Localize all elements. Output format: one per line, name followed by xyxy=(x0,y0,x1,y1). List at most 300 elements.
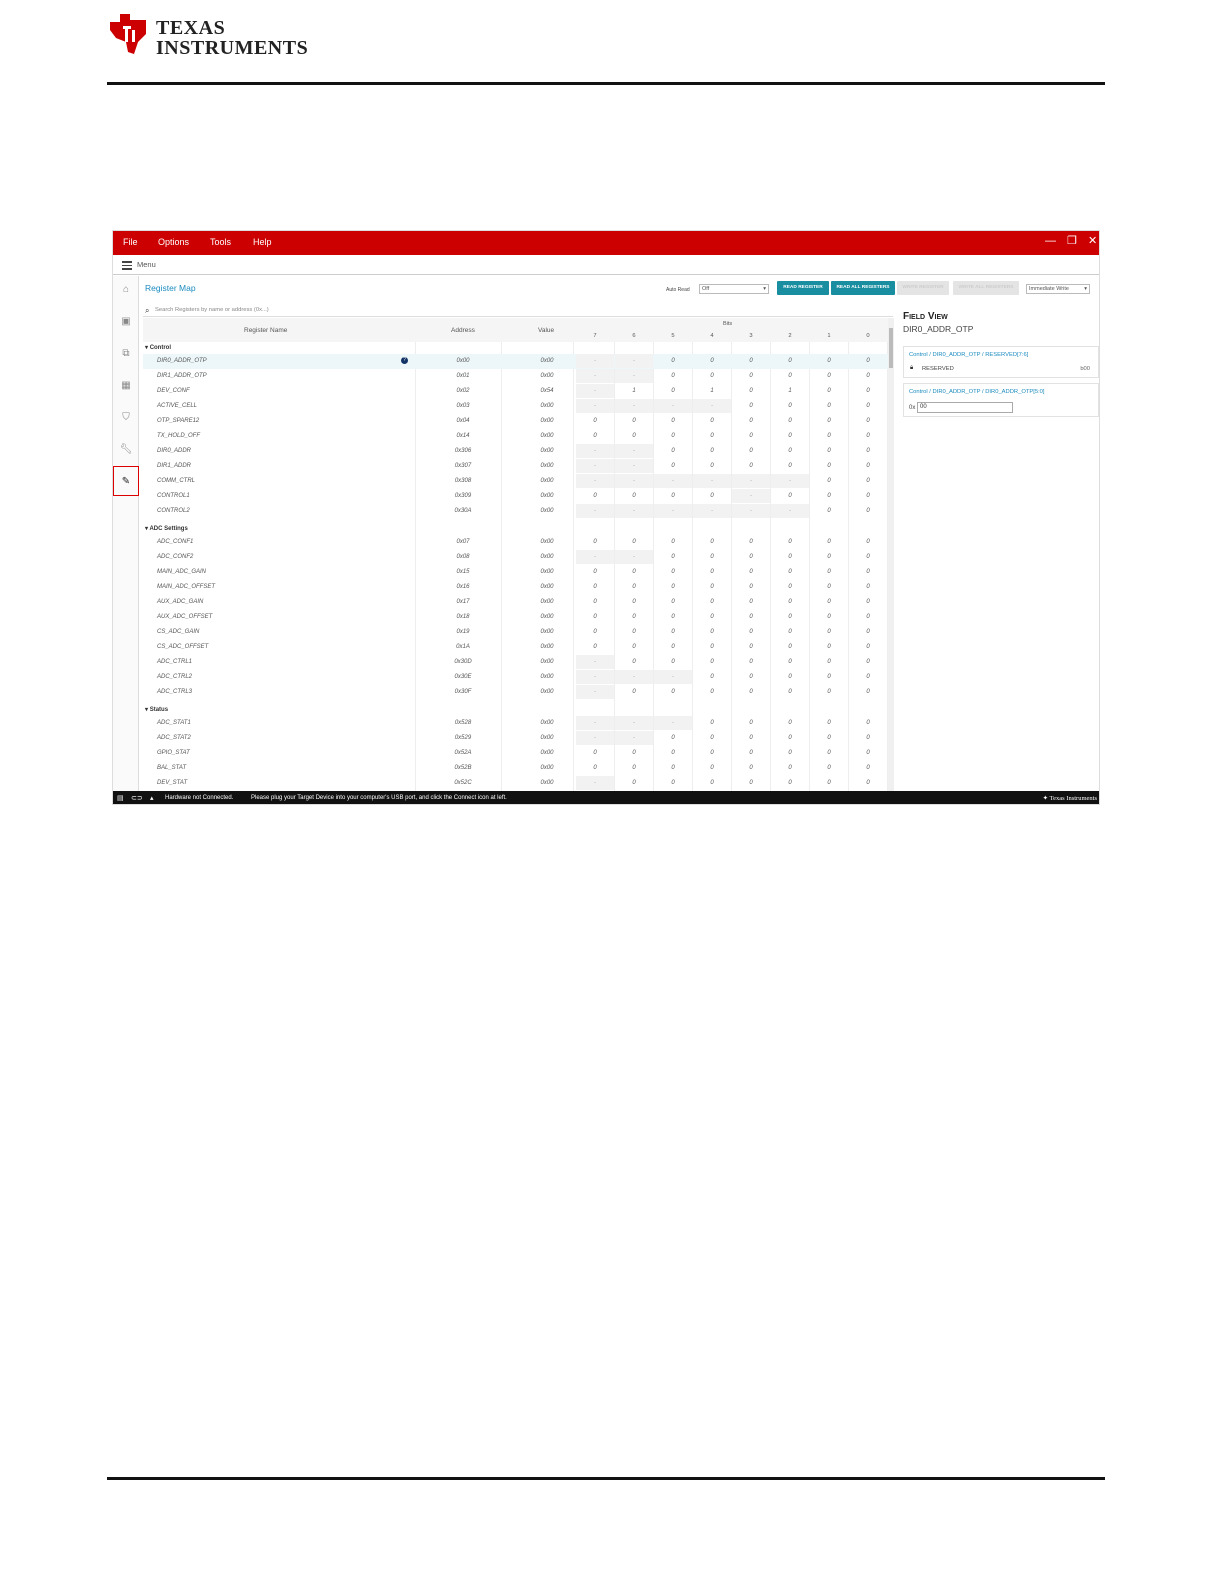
register-value[interactable]: 0x00 xyxy=(540,463,554,469)
bit-cell[interactable]: 0 xyxy=(632,584,636,590)
register-value[interactable]: 0x00 xyxy=(540,569,554,575)
bit-cell[interactable]: 0 xyxy=(827,403,831,409)
register-row[interactable] xyxy=(143,761,888,776)
register-name: DIR1_ADDR xyxy=(157,463,192,469)
register-row[interactable] xyxy=(143,580,888,595)
bit-cell[interactable]: 1 xyxy=(710,388,714,394)
register-name: GPIO_STAT xyxy=(157,750,190,756)
bit-cell[interactable]: 0 xyxy=(749,720,753,726)
write-all-registers-button[interactable]: WRITE ALL REGISTERS xyxy=(953,281,1019,295)
register-value[interactable]: 0x00 xyxy=(540,614,554,620)
bit-cell[interactable]: 0 xyxy=(710,448,714,454)
chip-icon[interactable]: ▦ xyxy=(121,379,131,391)
register-name: MAIN_ADC_GAIN xyxy=(157,569,207,575)
bit-cell[interactable]: 0 xyxy=(632,765,636,771)
register-value[interactable]: 0x00 xyxy=(540,720,554,726)
bit-cell[interactable]: 0 xyxy=(593,569,597,575)
bit-cell[interactable]: 0 xyxy=(671,599,675,605)
register-row[interactable] xyxy=(143,429,888,444)
bit-cell[interactable]: 0 xyxy=(827,539,831,545)
bit-cell[interactable]: 0 xyxy=(632,418,636,424)
register-name: DIR0_ADDR xyxy=(157,448,192,454)
bit-cell[interactable]: 0 xyxy=(710,780,714,786)
bit-cell[interactable]: 0 xyxy=(710,418,714,424)
bit-cell[interactable]: 0 xyxy=(827,418,831,424)
register-address: 0x01 xyxy=(456,373,470,379)
field-value-input[interactable]: 00 xyxy=(917,402,1013,413)
register-value[interactable]: 0x00 xyxy=(540,403,554,409)
page-title: Register Map xyxy=(145,283,196,293)
bit-cell[interactable]: 0 xyxy=(866,373,870,379)
grid-header xyxy=(143,318,888,342)
bit-cell[interactable]: 0 xyxy=(632,433,636,439)
bit-cell[interactable]: 0 xyxy=(749,659,753,665)
bit-cell[interactable]: 0 xyxy=(866,689,870,695)
bit-cell[interactable]: 0 xyxy=(749,433,753,439)
shield-icon[interactable]: ⛉ xyxy=(122,411,130,423)
bit-cell[interactable]: 0 xyxy=(749,403,753,409)
register-value[interactable]: 0x00 xyxy=(540,644,554,650)
bit-cell[interactable]: 0 xyxy=(788,614,792,620)
bit-cell[interactable]: 0 xyxy=(749,629,753,635)
search-input[interactable]: Search Registers by name or address (0x...) xyxy=(155,307,269,313)
bit-cell[interactable]: 0 xyxy=(710,735,714,741)
bit-cell[interactable]: 0 xyxy=(788,780,792,786)
bit-cell[interactable]: 0 xyxy=(671,388,675,394)
write-register-button[interactable]: WRITE REGISTER xyxy=(897,281,949,295)
bit-cell[interactable]: 0 xyxy=(827,614,831,620)
bit-cell[interactable]: 0 xyxy=(749,614,753,620)
register-row[interactable] xyxy=(143,550,888,565)
bit-cell[interactable]: 0 xyxy=(710,373,714,379)
bit-cell[interactable]: 0 xyxy=(671,750,675,756)
bit-cell[interactable]: 0 xyxy=(827,780,831,786)
read-all-registers-button[interactable]: READ ALL REGISTERS xyxy=(831,281,895,295)
register-row[interactable] xyxy=(143,535,888,550)
register-value[interactable]: 0x00 xyxy=(540,433,554,439)
bit-cell[interactable]: 0 xyxy=(671,569,675,575)
auto-read-select[interactable]: Off ▾ xyxy=(699,284,769,294)
bit-cell: - xyxy=(615,504,653,518)
register-row[interactable] xyxy=(143,504,888,519)
register-value[interactable]: 0x00 xyxy=(540,418,554,424)
bit-cell: - xyxy=(771,474,809,488)
ti-brand: ✦ Texas Instruments xyxy=(1042,795,1097,802)
bit-cell[interactable]: 0 xyxy=(671,659,675,665)
search-bar[interactable] xyxy=(143,304,893,317)
bit-cell[interactable]: 0 xyxy=(827,388,831,394)
bit-cell[interactable]: 0 xyxy=(671,735,675,741)
bit-cell[interactable]: 0 xyxy=(632,659,636,665)
vertical-scrollbar[interactable] xyxy=(888,318,894,791)
menu-tools[interactable]: Tools xyxy=(210,237,232,247)
bit-cell[interactable]: 0 xyxy=(788,750,792,756)
bit-cell: - xyxy=(576,504,614,518)
bit-cell[interactable]: 0 xyxy=(788,720,792,726)
bit-cell[interactable]: 0 xyxy=(866,418,870,424)
bit-cell[interactable]: 0 xyxy=(827,659,831,665)
bit-cell[interactable]: 0 xyxy=(827,689,831,695)
register-value[interactable]: 0x00 xyxy=(540,373,554,379)
bit-cell[interactable]: 0 xyxy=(749,674,753,680)
bit-cell[interactable]: 0 xyxy=(866,478,870,484)
menu-help[interactable]: Help xyxy=(253,237,272,247)
bit-cell[interactable]: 0 xyxy=(593,629,597,635)
bit-cell[interactable]: 1 xyxy=(788,388,792,394)
register-row[interactable] xyxy=(143,384,888,399)
bit-cell[interactable]: 0 xyxy=(788,644,792,650)
register-address: 0x02 xyxy=(456,388,470,394)
register-group-header[interactable]: ▾ Control xyxy=(145,345,172,351)
bit-cell[interactable]: 0 xyxy=(866,433,870,439)
bit-cell[interactable]: 0 xyxy=(632,629,636,635)
register-value[interactable]: 0x00 xyxy=(540,629,554,635)
bit-cell[interactable]: 0 xyxy=(710,614,714,620)
bit-cell[interactable]: 0 xyxy=(749,388,753,394)
bit-cell[interactable]: 0 xyxy=(749,599,753,605)
bit-cell[interactable]: 0 xyxy=(632,599,636,605)
bit-cell[interactable]: 0 xyxy=(788,539,792,545)
bit-cell[interactable]: 0 xyxy=(866,448,870,454)
bit-cell[interactable]: 0 xyxy=(671,463,675,469)
search-icon: ⌕ xyxy=(145,306,150,315)
bit-cell[interactable]: 0 xyxy=(827,478,831,484)
read-register-button[interactable]: READ REGISTER xyxy=(777,281,829,295)
bit-cell[interactable]: 0 xyxy=(710,750,714,756)
bit-cell[interactable]: 0 xyxy=(749,750,753,756)
col-address: Address xyxy=(451,327,475,334)
bit-cell[interactable]: 0 xyxy=(866,750,870,756)
bit-cell[interactable]: 0 xyxy=(632,539,636,545)
bit-cell[interactable]: 0 xyxy=(632,750,636,756)
bit-cell[interactable]: 0 xyxy=(749,780,753,786)
register-row[interactable] xyxy=(143,746,888,761)
bit-cell[interactable]: 0 xyxy=(788,554,792,560)
bit-cell[interactable]: 0 xyxy=(710,584,714,590)
bit-cell[interactable]: 0 xyxy=(788,403,792,409)
status-message: Hardware not Connected. xyxy=(165,795,234,801)
register-value[interactable]: 0x00 xyxy=(540,584,554,590)
register-row[interactable] xyxy=(143,489,888,504)
bit-cell[interactable]: 0 xyxy=(866,508,870,514)
bit-cell[interactable]: 0 xyxy=(827,508,831,514)
bit-cell[interactable]: 0 xyxy=(593,614,597,620)
bit-cell[interactable]: 0 xyxy=(788,448,792,454)
bit-cell[interactable]: 0 xyxy=(593,539,597,545)
bit-cell[interactable]: 0 xyxy=(866,614,870,620)
bit-cell: - xyxy=(693,474,731,488)
bit-cell[interactable]: 0 xyxy=(710,433,714,439)
register-value[interactable]: 0x00 xyxy=(540,554,554,560)
bit-cell[interactable]: 0 xyxy=(827,765,831,771)
bit-cell[interactable]: 0 xyxy=(749,539,753,545)
bit-cell[interactable]: 0 xyxy=(671,418,675,424)
bit-cell[interactable]: 0 xyxy=(788,659,792,665)
bit-cell[interactable]: 0 xyxy=(788,629,792,635)
bit-cell[interactable]: 0 xyxy=(710,659,714,665)
register-value[interactable]: 0x00 xyxy=(540,689,554,695)
bit-cell[interactable]: 0 xyxy=(749,584,753,590)
register-value[interactable]: 0x00 xyxy=(540,358,554,364)
bit-cell[interactable]: 0 xyxy=(632,614,636,620)
bit-cell[interactable]: 0 xyxy=(866,584,870,590)
bit-cell[interactable]: 0 xyxy=(866,765,870,771)
bit-cell[interactable]: 0 xyxy=(827,569,831,575)
register-map-panel xyxy=(143,276,895,791)
bit-cell[interactable]: 0 xyxy=(866,659,870,665)
register-value[interactable]: 0x00 xyxy=(540,659,554,665)
register-value[interactable]: 0x00 xyxy=(540,478,554,484)
register-row[interactable] xyxy=(143,685,888,700)
home-icon[interactable]: ⌂ xyxy=(122,283,130,295)
bit-cell[interactable]: 0 xyxy=(788,765,792,771)
bit-cell[interactable]: 0 xyxy=(593,433,597,439)
bit-cell[interactable]: 0 xyxy=(827,674,831,680)
chevron-up-icon[interactable]: ▴ xyxy=(150,795,154,802)
bit-cell[interactable]: 0 xyxy=(632,569,636,575)
bit-cell[interactable]: 0 xyxy=(866,780,870,786)
bit-cell[interactable]: 0 xyxy=(866,644,870,650)
register-row[interactable] xyxy=(143,776,888,791)
register-row[interactable] xyxy=(143,399,888,414)
bit-cell[interactable]: 0 xyxy=(749,373,753,379)
bit-cell[interactable]: 0 xyxy=(710,554,714,560)
bit-cell[interactable]: 0 xyxy=(788,584,792,590)
bit-cell[interactable]: 0 xyxy=(593,418,597,424)
menu-file[interactable]: File xyxy=(123,237,138,247)
bit-cell: - xyxy=(654,716,692,730)
bit-cell[interactable]: 0 xyxy=(827,584,831,590)
bit-cell[interactable]: 0 xyxy=(710,358,714,364)
bit-cell[interactable]: 0 xyxy=(788,418,792,424)
pencil-icon[interactable]: ✎ xyxy=(113,466,139,496)
bit-cell[interactable]: 0 xyxy=(671,780,675,786)
bit-cell: - xyxy=(576,459,614,473)
bit-cell[interactable]: 0 xyxy=(593,644,597,650)
bit-cell[interactable]: 0 xyxy=(671,689,675,695)
bit-cell[interactable]: 0 xyxy=(827,358,831,364)
register-value[interactable]: 0x00 xyxy=(540,508,554,514)
connect-icon[interactable]: ⊂⊃ xyxy=(131,795,143,802)
register-address: 0x08 xyxy=(456,554,470,560)
bit-cell[interactable]: 0 xyxy=(866,569,870,575)
bit-cell[interactable]: 0 xyxy=(827,373,831,379)
bit-cell[interactable]: 1 xyxy=(632,388,636,394)
register-value[interactable]: 0x00 xyxy=(540,780,554,786)
bit-cell[interactable]: 0 xyxy=(827,554,831,560)
register-value[interactable]: 0x00 xyxy=(540,599,554,605)
bit-cell[interactable]: 0 xyxy=(632,780,636,786)
bit-cell[interactable]: 0 xyxy=(710,569,714,575)
register-row[interactable] xyxy=(143,731,888,746)
register-row[interactable] xyxy=(143,670,888,685)
bit-cell[interactable]: 0 xyxy=(827,720,831,726)
bit-cell[interactable]: 0 xyxy=(710,629,714,635)
register-group-header[interactable]: ▾ Status xyxy=(145,707,169,713)
bit-cell[interactable]: 0 xyxy=(866,599,870,605)
bit-cell[interactable]: 0 xyxy=(671,765,675,771)
bit-cell[interactable]: 0 xyxy=(749,644,753,650)
bit-cell[interactable]: 0 xyxy=(827,448,831,454)
bit-cell: - xyxy=(615,444,653,458)
register-row[interactable] xyxy=(143,610,888,625)
bit-cell[interactable]: 0 xyxy=(671,373,675,379)
register-address: 0x528 xyxy=(454,720,472,726)
menu-label[interactable]: Menu xyxy=(137,260,156,269)
bit-cell[interactable]: 0 xyxy=(710,463,714,469)
wrench-icon[interactable]: 🔧︎ xyxy=(119,443,133,455)
register-value[interactable]: 0x00 xyxy=(540,735,554,741)
bit-cell[interactable]: 0 xyxy=(788,599,792,605)
bit-cell[interactable]: 0 xyxy=(866,403,870,409)
register-value[interactable]: 0x00 xyxy=(540,493,554,499)
register-row[interactable] xyxy=(143,655,888,670)
bit-cell[interactable]: 0 xyxy=(788,689,792,695)
register-row[interactable] xyxy=(143,640,888,655)
bit-cell[interactable]: 0 xyxy=(749,735,753,741)
menu-options[interactable]: Options xyxy=(158,237,190,247)
bit-cell[interactable]: 0 xyxy=(710,720,714,726)
bit-cell[interactable]: 0 xyxy=(749,358,753,364)
bit-cell: - xyxy=(615,369,653,383)
bit-cell[interactable]: 0 xyxy=(866,493,870,499)
bit-cell[interactable]: 0 xyxy=(710,539,714,545)
bit-cell[interactable]: 0 xyxy=(866,629,870,635)
bit-cell[interactable]: 0 xyxy=(593,599,597,605)
bit-cell: - xyxy=(576,444,614,458)
bit-cell[interactable]: 0 xyxy=(671,493,675,499)
bit-cell[interactable]: 0 xyxy=(749,448,753,454)
register-address: 0x14 xyxy=(456,433,470,439)
bit-cell[interactable]: 0 xyxy=(788,674,792,680)
bit-cell[interactable]: 0 xyxy=(788,493,792,499)
bit-cell[interactable]: 0 xyxy=(710,689,714,695)
bit-cell[interactable]: 0 xyxy=(788,735,792,741)
bit-cell[interactable]: 0 xyxy=(671,358,675,364)
bit-cell[interactable]: 0 xyxy=(866,539,870,545)
bit-cell[interactable]: 0 xyxy=(866,463,870,469)
register-name: DEV_CONF xyxy=(157,388,190,394)
bit-cell[interactable]: 0 xyxy=(710,644,714,650)
bit-cell[interactable]: 0 xyxy=(671,539,675,545)
register-name: ADC_STAT2 xyxy=(157,735,191,741)
bit-cell[interactable]: 0 xyxy=(866,674,870,680)
bit-cell[interactable]: 0 xyxy=(788,569,792,575)
register-value[interactable]: 0x00 xyxy=(540,674,554,680)
register-row[interactable] xyxy=(143,354,888,369)
bit-cell[interactable]: 0 xyxy=(827,629,831,635)
bit-cell[interactable]: 0 xyxy=(827,735,831,741)
bit-cell[interactable]: 0 xyxy=(827,599,831,605)
book-icon[interactable]: ▤ xyxy=(117,795,124,802)
bit-cell[interactable]: 0 xyxy=(710,599,714,605)
bit-cell[interactable]: 0 xyxy=(671,433,675,439)
close-icon[interactable]: ✕ xyxy=(1088,235,1098,247)
register-name: ACTIVE_CELL xyxy=(157,403,198,409)
bit-cell[interactable]: 0 xyxy=(749,689,753,695)
bit-cell[interactable]: 0 xyxy=(710,674,714,680)
bit-cell[interactable]: 0 xyxy=(827,433,831,439)
bit-cell: - xyxy=(732,504,770,518)
register-address: 0x52B xyxy=(454,765,472,771)
minimize-icon[interactable]: — xyxy=(1045,235,1056,247)
register-row[interactable] xyxy=(143,716,888,731)
register-value[interactable]: 0x00 xyxy=(540,448,554,454)
bit-cell[interactable]: 0 xyxy=(827,493,831,499)
bit-cell[interactable]: 0 xyxy=(749,765,753,771)
bit-cell[interactable]: 0 xyxy=(749,418,753,424)
bit-cell[interactable]: 0 xyxy=(866,388,870,394)
register-value[interactable]: 0x00 xyxy=(540,765,554,771)
bit-cell[interactable]: 0 xyxy=(749,569,753,575)
bit-cell[interactable]: 0 xyxy=(866,358,870,364)
hamburger-icon[interactable] xyxy=(122,261,132,272)
bit-cell[interactable]: 0 xyxy=(671,554,675,560)
bit-cell[interactable]: 0 xyxy=(593,493,597,499)
register-name: DIR1_ADDR_OTP xyxy=(157,373,207,379)
bit-cell[interactable]: 0 xyxy=(788,358,792,364)
register-group-header[interactable]: ▾ ADC Settings xyxy=(145,526,188,532)
register-icon[interactable]: ▣ xyxy=(121,315,131,327)
bit-cell[interactable]: 0 xyxy=(827,644,831,650)
bit-cell[interactable]: 0 xyxy=(866,720,870,726)
bit-cell[interactable]: 0 xyxy=(671,644,675,650)
bit-cell[interactable]: 0 xyxy=(866,735,870,741)
bit-cell[interactable]: 0 xyxy=(710,493,714,499)
register-row[interactable] xyxy=(143,414,888,429)
register-row[interactable] xyxy=(143,595,888,610)
register-row[interactable] xyxy=(143,474,888,489)
bit-cell[interactable]: 0 xyxy=(827,463,831,469)
bit-cell[interactable]: 0 xyxy=(788,373,792,379)
register-name: ADC_CTRL2 xyxy=(157,674,193,680)
bit-cell[interactable]: 0 xyxy=(749,554,753,560)
bit-header: 2 xyxy=(788,333,792,339)
bit-cell[interactable]: 0 xyxy=(827,750,831,756)
bit-cell: - xyxy=(615,474,653,488)
register-row[interactable] xyxy=(143,565,888,580)
bit-cell[interactable]: 0 xyxy=(671,584,675,590)
bit-cell: - xyxy=(654,670,692,684)
register-row[interactable] xyxy=(143,625,888,640)
bit-cell[interactable]: 0 xyxy=(632,689,636,695)
bit-cell[interactable]: 0 xyxy=(671,448,675,454)
register-row[interactable] xyxy=(143,459,888,474)
bit-cell[interactable]: 0 xyxy=(788,463,792,469)
register-row[interactable] xyxy=(143,369,888,384)
bit-cell[interactable]: 0 xyxy=(632,644,636,650)
bit-cell[interactable]: 0 xyxy=(866,554,870,560)
bit-cell[interactable]: 0 xyxy=(749,463,753,469)
write-mode-select[interactable]: Immediate Write ▾ xyxy=(1026,284,1090,294)
bit-cell[interactable]: 0 xyxy=(593,584,597,590)
register-value[interactable]: 0x00 xyxy=(540,750,554,756)
register-row[interactable] xyxy=(143,444,888,459)
register-value[interactable]: 0x00 xyxy=(540,539,554,545)
bit-cell[interactable]: 0 xyxy=(710,765,714,771)
register-value[interactable]: 0x54 xyxy=(540,388,554,394)
help-icon[interactable]: ? xyxy=(401,357,408,364)
restore-icon[interactable]: ❐ xyxy=(1067,235,1077,247)
bit-cell[interactable]: 0 xyxy=(671,629,675,635)
bit-cell[interactable]: 0 xyxy=(788,433,792,439)
bit-cell[interactable]: 0 xyxy=(671,614,675,620)
bit-cell[interactable]: 0 xyxy=(593,750,597,756)
device-icon[interactable]: ⧉ xyxy=(122,347,130,359)
col-register-name: Register Name xyxy=(244,327,288,334)
bit-cell[interactable]: 0 xyxy=(632,493,636,499)
bit-cell[interactable]: 0 xyxy=(593,765,597,771)
